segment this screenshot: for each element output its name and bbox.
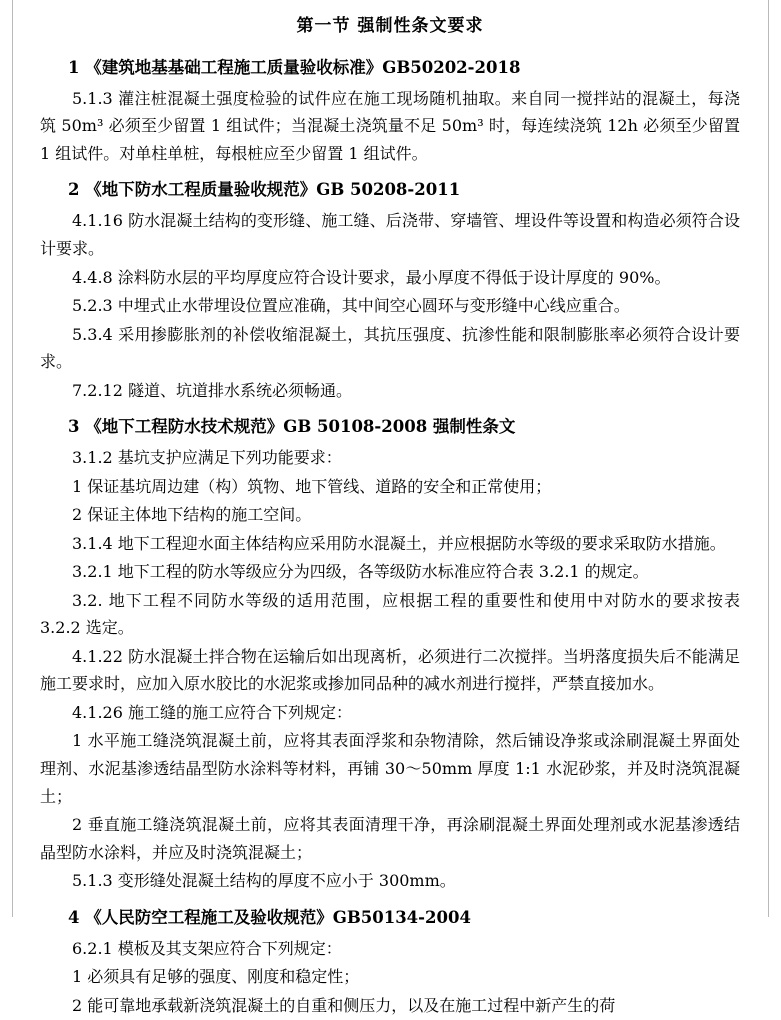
paragraph: 2 保证主体地下结构的施工空间。 [72, 505, 312, 525]
paragraph: 1 必须具有足够的强度、刚度和稳定性； [72, 967, 360, 987]
paragraph: 6.2.1 模板及其支架应符合下列规定： [72, 938, 342, 958]
paragraph: 3.2.1 地下工程的防水等级应分为四级，各等级防水标准应符合表 3.2.1 的规定。 [72, 562, 649, 582]
paragraph: 3.1.2 基坑支护应满足下列功能要求： [72, 448, 342, 468]
section-heading: 3 《地下工程防水技术规范》GB 50108-2008 强制性条文 [68, 417, 516, 437]
paragraph: 4.1.26 施工缝的施工应符合下列规定： [72, 702, 352, 722]
paragraph: 5.1.3 变形缝处混凝土结构的厚度不应小于 300mm。 [72, 871, 456, 891]
paragraph: 2 垂直施工缝浇筑混凝土前，应将其表面清理干净，再涂刷混凝土界面处理剂或水泥基渗透结晶型防水涂料，并应及时浇筑混凝土； [40, 815, 740, 862]
section-heading: 1 《建筑地基基础工程施工质量验收标准》GB50202-2018 [68, 57, 521, 77]
paragraph: 4.1.22 防水混凝土拌合物在运输后如出现离析，必须进行二次搅拌。当坍落度损失后不能满足施工要求时，应加入原水胶比的水泥浆或掺加同品种的减水剂进行搅拌，严禁直接加水。 [40, 646, 740, 694]
page-border-right [768, 0, 769, 917]
paragraph: 3.1.4 地下工程迎水面主体结构应采用防水混凝土，并应根据防水等级的要求采取防水措施。 [72, 533, 726, 553]
section-heading: 4 《人民防空工程施工及验收规范》GB50134-2004 [68, 907, 471, 927]
paragraph: 4.1.16 防水混凝土结构的变形缝、施工缝、后浇带、穿墙管、埋设件等设置和构造必须符合设计要求。 [40, 211, 740, 258]
paragraph: 1 保证基坑周边建（构）筑物、地下管线、道路的安全和正常使用； [72, 476, 552, 496]
document-content [40, 0, 740, 1020]
paragraph: 1 水平施工缝浇筑混凝土前，应将其表面浮浆和杂物清除，然后铺设净浆或涂刷混凝土界面处理剂、水泥基渗透结晶型防水涂料等材料，再铺 30～50mm 厚度 1:1 水泥砂浆，并及时浇筑混凝土； [40, 731, 740, 806]
paragraph: 3.2. 地下工程不同防水等级的适用范围，应根据工程的重要性和使用中对防水的要求按表 3.2.2 选定。 [40, 590, 740, 638]
section-heading: 2 《地下防水工程质量验收规范》GB 50208-2011 [68, 180, 461, 200]
page-title: 第一节 强制性条文要求 [296, 16, 484, 36]
paragraph: 4.4.8 涂料防水层的平均厚度应符合设计要求，最小厚度不得低于设计厚度的 90%。 [72, 267, 671, 287]
paragraph: 5.1.3 灌注桩混凝土强度检验的试件应在施工现场随机抽取。来自同一搅拌站的混凝土，每浇筑 50m³ 必须至少留置 1 组试件；当混凝土浇筑量不足 50m³ 时，每连续浇筑 12h 必须至少留置 1 组试件。对单柱单桩，每根桩应至少留置 1 组试件。 [40, 88, 740, 163]
paragraph: 7.2.12 隧道、坑道排水系统必须畅通。 [72, 380, 352, 400]
paragraph: 2 能可靠地承载新浇筑混凝土的自重和侧压力，以及在施工过程中新产生的荷 [72, 995, 616, 1015]
paragraph: 5.2.3 中埋式止水带埋设位置应准确，其中间空心圆环与变形缝中心线应重合。 [72, 296, 630, 316]
paragraph: 5.3.4 采用掺膨胀剂的补偿收缩混凝土，其抗压强度、抗渗性能和限制膨胀率必须符合设计要求。 [40, 324, 740, 372]
page-border-left [12, 0, 13, 917]
